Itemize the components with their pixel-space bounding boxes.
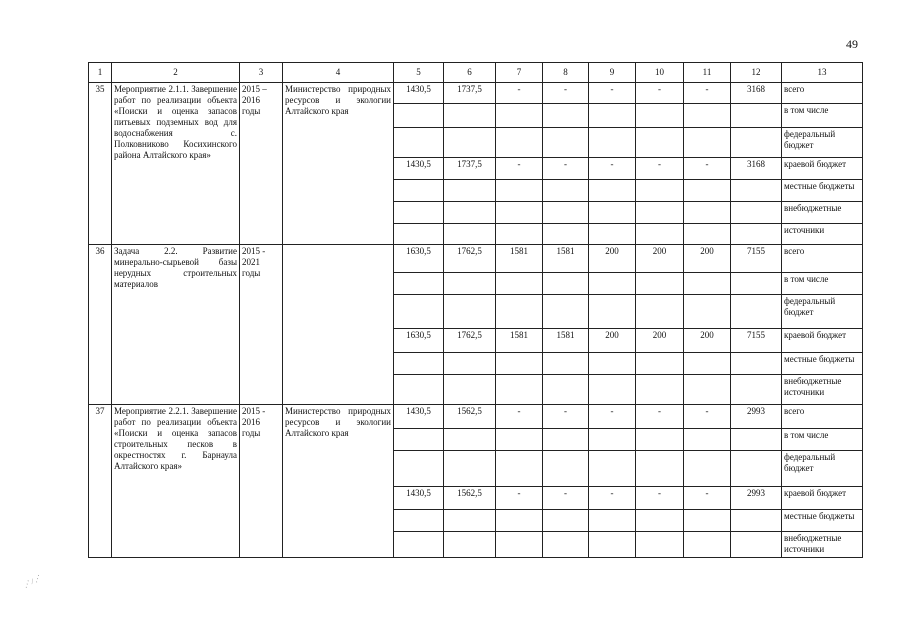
header-cell: 8 (543, 63, 589, 83)
funding-value-cell (684, 429, 731, 451)
entry-name-cell: Задача 2.2. Развитие минерально-сырьевой базы нерудных строительных материалов (112, 245, 240, 405)
funding-value-cell (589, 429, 636, 451)
funding-value-cell: 1581 (543, 329, 589, 353)
funding-value-cell (496, 128, 543, 158)
budget-table (88, 62, 863, 558)
funding-value-cell: - (684, 487, 731, 510)
funding-value-cell (394, 353, 444, 375)
funding-value-cell: - (496, 405, 543, 429)
entry-number-cell: 37 (89, 405, 112, 558)
entry-period-cell: 2015 - 2016 годы (240, 405, 283, 558)
funding-source-cell: источники (782, 224, 863, 245)
funding-source-cell: всего (782, 405, 863, 429)
entry-number-cell: 35 (89, 83, 112, 245)
funding-value-cell (394, 510, 444, 532)
funding-value-cell (684, 375, 731, 405)
entry-period-cell: 2015 – 2016 годы (240, 83, 283, 245)
funding-value-cell (731, 375, 782, 405)
funding-value-cell (684, 353, 731, 375)
funding-source-cell: всего (782, 245, 863, 273)
funding-value-cell (731, 104, 782, 128)
funding-value-cell (636, 532, 684, 558)
funding-value-cell (589, 104, 636, 128)
funding-value-cell (444, 180, 496, 202)
funding-value-cell (394, 532, 444, 558)
funding-value-cell (444, 104, 496, 128)
funding-value-cell (444, 353, 496, 375)
funding-value-cell (394, 429, 444, 451)
funding-value-cell: - (589, 405, 636, 429)
funding-value-cell (731, 128, 782, 158)
funding-value-cell (543, 202, 589, 224)
funding-value-cell (496, 295, 543, 329)
funding-value-cell (684, 202, 731, 224)
funding-value-cell (589, 128, 636, 158)
funding-value-cell: - (543, 83, 589, 104)
funding-value-cell (636, 128, 684, 158)
funding-value-cell (731, 510, 782, 532)
funding-source-cell: местные бюджеты (782, 180, 863, 202)
funding-value-cell: 1737,5 (444, 158, 496, 180)
funding-value-cell: 1737,5 (444, 83, 496, 104)
funding-value-cell (636, 273, 684, 295)
funding-value-cell (731, 353, 782, 375)
funding-value-cell (589, 180, 636, 202)
funding-source-cell: краевой бюджет (782, 329, 863, 353)
funding-value-cell: 200 (684, 245, 731, 273)
funding-value-cell (731, 180, 782, 202)
entry-name-cell: Мероприятие 2.1.1. Завершение работ по реализации объекта «Поиски и оценка запасов питьевых подземных вод для водоснабжения с. Полковниково Косихинского района Алтайского края» (112, 83, 240, 245)
funding-value-cell (589, 375, 636, 405)
funding-value-cell: - (496, 83, 543, 104)
header-cell: 3 (240, 63, 283, 83)
funding-value-cell: 3168 (731, 83, 782, 104)
funding-value-cell (636, 202, 684, 224)
funding-value-cell (636, 180, 684, 202)
table-row (89, 83, 863, 104)
header-cell: 10 (636, 63, 684, 83)
funding-value-cell: 1430,5 (394, 405, 444, 429)
entry-executor-cell: Министерство природных ресурсов и экологии Алтайского края (283, 83, 394, 245)
funding-value-cell (394, 295, 444, 329)
funding-value-cell (444, 224, 496, 245)
funding-value-cell: - (636, 158, 684, 180)
funding-source-cell: федеральный бюджет (782, 128, 863, 158)
funding-value-cell: 7155 (731, 329, 782, 353)
funding-value-cell: - (589, 158, 636, 180)
header-cell: 2 (112, 63, 240, 83)
funding-source-cell: внебюджетные источники (782, 375, 863, 405)
funding-value-cell (543, 375, 589, 405)
margin-scribble: ⋰ ⁄ ⋰ (22, 573, 43, 590)
funding-source-cell: внебюджетные (782, 202, 863, 224)
header-cell: 9 (589, 63, 636, 83)
header-cell: 5 (394, 63, 444, 83)
funding-value-cell: 1430,5 (394, 487, 444, 510)
entry-executor-cell (283, 245, 394, 405)
funding-value-cell (496, 353, 543, 375)
funding-value-cell (394, 104, 444, 128)
funding-value-cell (636, 104, 684, 128)
funding-value-cell (543, 510, 589, 532)
funding-value-cell (394, 180, 444, 202)
funding-value-cell: - (684, 158, 731, 180)
header-cell: 7 (496, 63, 543, 83)
funding-value-cell (496, 273, 543, 295)
funding-value-cell (444, 375, 496, 405)
funding-value-cell (394, 375, 444, 405)
table-header-row (89, 63, 863, 83)
funding-value-cell (444, 451, 496, 487)
funding-value-cell (684, 295, 731, 329)
funding-value-cell: - (636, 487, 684, 510)
funding-value-cell: 1581 (496, 245, 543, 273)
funding-value-cell (589, 451, 636, 487)
funding-value-cell (684, 510, 731, 532)
funding-source-cell: в том числе (782, 273, 863, 295)
funding-source-cell: в том числе (782, 104, 863, 128)
funding-value-cell: 1762,5 (444, 329, 496, 353)
funding-value-cell (496, 224, 543, 245)
funding-value-cell: 1562,5 (444, 405, 496, 429)
header-cell: 6 (444, 63, 496, 83)
funding-value-cell (496, 104, 543, 128)
entry-executor-cell: Министерство природных ресурсов и экологии Алтайского края (283, 405, 394, 558)
funding-source-cell: федеральный бюджет (782, 451, 863, 487)
funding-value-cell: - (684, 405, 731, 429)
funding-value-cell (636, 224, 684, 245)
funding-value-cell (394, 128, 444, 158)
funding-value-cell: 200 (636, 329, 684, 353)
funding-value-cell (543, 532, 589, 558)
funding-value-cell (444, 429, 496, 451)
funding-value-cell (543, 224, 589, 245)
funding-value-cell (444, 128, 496, 158)
funding-value-cell (543, 180, 589, 202)
funding-source-cell: краевой бюджет (782, 158, 863, 180)
header-cell: 4 (283, 63, 394, 83)
funding-value-cell (589, 510, 636, 532)
funding-value-cell (543, 353, 589, 375)
funding-value-cell (731, 202, 782, 224)
funding-value-cell: 1630,5 (394, 329, 444, 353)
funding-value-cell (684, 532, 731, 558)
funding-value-cell (394, 451, 444, 487)
funding-value-cell: - (636, 405, 684, 429)
funding-value-cell (496, 202, 543, 224)
funding-value-cell: 200 (636, 245, 684, 273)
funding-value-cell: 200 (589, 245, 636, 273)
funding-value-cell (444, 532, 496, 558)
funding-value-cell: 1581 (543, 245, 589, 273)
funding-value-cell (636, 429, 684, 451)
funding-value-cell (496, 429, 543, 451)
entry-number-cell: 36 (89, 245, 112, 405)
funding-value-cell (684, 104, 731, 128)
funding-value-cell (543, 295, 589, 329)
funding-source-cell: внебюджетные источники (782, 532, 863, 558)
funding-value-cell (543, 451, 589, 487)
funding-value-cell: - (543, 158, 589, 180)
funding-value-cell (496, 510, 543, 532)
funding-source-cell: краевой бюджет (782, 487, 863, 510)
funding-value-cell (684, 224, 731, 245)
funding-value-cell (589, 295, 636, 329)
funding-value-cell (684, 273, 731, 295)
funding-value-cell (496, 180, 543, 202)
funding-value-cell (496, 375, 543, 405)
funding-value-cell: 7155 (731, 245, 782, 273)
funding-value-cell: 200 (589, 329, 636, 353)
funding-value-cell (444, 273, 496, 295)
page-number: 49 (846, 37, 858, 51)
funding-value-cell: 3168 (731, 158, 782, 180)
entry-period-cell: 2015 - 2021 годы (240, 245, 283, 405)
funding-value-cell (543, 128, 589, 158)
funding-source-cell: местные бюджеты (782, 353, 863, 375)
funding-value-cell: - (684, 83, 731, 104)
header-cell: 13 (782, 63, 863, 83)
funding-value-cell (444, 510, 496, 532)
funding-value-cell: - (589, 83, 636, 104)
funding-value-cell: 1430,5 (394, 158, 444, 180)
funding-value-cell (589, 224, 636, 245)
funding-value-cell (394, 273, 444, 295)
entry-name-cell: Мероприятие 2.2.1. Завершение работ по реализации объекта «Поиски и оценка запасов строительных песков в окрестностях г. Барнаула Алтайского края» (112, 405, 240, 558)
funding-value-cell (731, 429, 782, 451)
funding-value-cell: 2993 (731, 405, 782, 429)
funding-value-cell (636, 295, 684, 329)
funding-source-cell: в том числе (782, 429, 863, 451)
funding-value-cell: 2993 (731, 487, 782, 510)
header-cell: 12 (731, 63, 782, 83)
funding-source-cell: всего (782, 83, 863, 104)
funding-value-cell: - (496, 487, 543, 510)
funding-value-cell: - (636, 83, 684, 104)
funding-value-cell (496, 451, 543, 487)
funding-value-cell (543, 104, 589, 128)
funding-value-cell (684, 128, 731, 158)
funding-value-cell (543, 273, 589, 295)
funding-value-cell (589, 273, 636, 295)
header-cell: 1 (89, 63, 112, 83)
funding-value-cell (636, 451, 684, 487)
funding-value-cell: 1581 (496, 329, 543, 353)
table-row (89, 245, 863, 273)
funding-value-cell: 200 (684, 329, 731, 353)
funding-value-cell (636, 375, 684, 405)
funding-value-cell (394, 224, 444, 245)
funding-source-cell: местные бюджеты (782, 510, 863, 532)
funding-source-cell: федеральный бюджет (782, 295, 863, 329)
funding-value-cell (444, 295, 496, 329)
funding-value-cell (394, 202, 444, 224)
funding-value-cell: 1430,5 (394, 83, 444, 104)
funding-value-cell: 1630,5 (394, 245, 444, 273)
header-cell: 11 (684, 63, 731, 83)
funding-value-cell (496, 532, 543, 558)
funding-value-cell: - (543, 487, 589, 510)
funding-value-cell (684, 180, 731, 202)
funding-value-cell (636, 353, 684, 375)
funding-value-cell (684, 451, 731, 487)
funding-value-cell (636, 510, 684, 532)
funding-value-cell (543, 429, 589, 451)
funding-value-cell: 1762,5 (444, 245, 496, 273)
funding-value-cell: - (589, 487, 636, 510)
funding-value-cell (731, 295, 782, 329)
funding-value-cell (731, 532, 782, 558)
funding-value-cell (589, 202, 636, 224)
funding-value-cell (731, 273, 782, 295)
funding-value-cell: 1562,5 (444, 487, 496, 510)
funding-value-cell: - (496, 158, 543, 180)
table-row (89, 405, 863, 429)
funding-value-cell: - (543, 405, 589, 429)
funding-value-cell (589, 353, 636, 375)
funding-value-cell (589, 532, 636, 558)
funding-value-cell (731, 451, 782, 487)
funding-value-cell (731, 224, 782, 245)
funding-value-cell (444, 202, 496, 224)
